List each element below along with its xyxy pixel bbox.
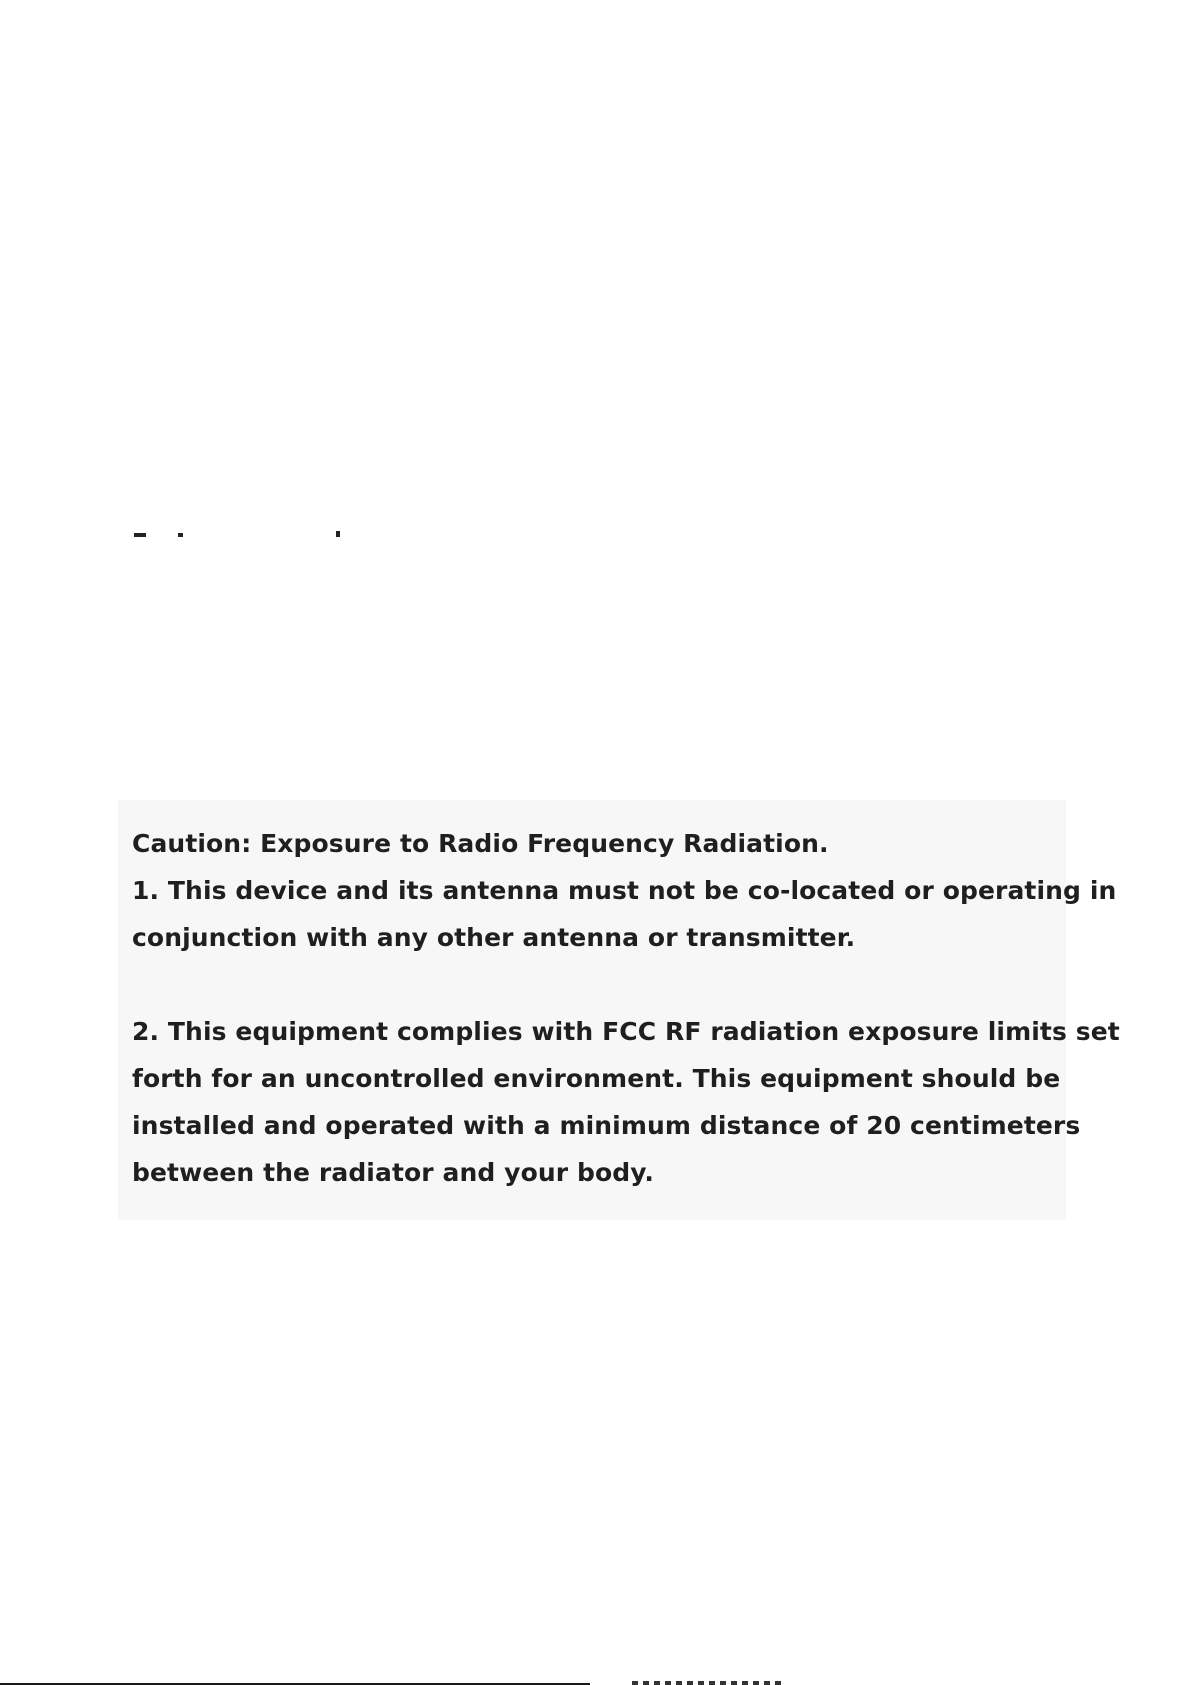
item1-line2: conjunction with any other antenna or transmitter. — [132, 923, 856, 952]
item2-line4: between the radiator and your body. — [132, 1158, 654, 1187]
item2-line2: forth for an uncontrolled environment. This equipment should be — [132, 1064, 1061, 1093]
item2-line1: 2. This equipment complies with FCC RF radiation exposure limits set — [132, 1017, 1120, 1046]
item2-line3: installed and operated with a minimum distance of 20 centimeters — [132, 1111, 1081, 1140]
scan-artifact-bottom — [632, 1681, 782, 1685]
scan-artifact — [134, 533, 146, 537]
rf-exposure-notice — [118, 800, 1120, 1220]
paragraph-gap — [132, 961, 1062, 1008]
scan-artifact — [178, 533, 183, 537]
notice-text-block — [132, 820, 1120, 1196]
caution-title: Caution: Exposure to Radio Frequency Radiation. — [132, 829, 829, 858]
scan-artifact — [336, 531, 340, 537]
item1-line1: 1. This device and its antenna must not be co-located or operating in — [132, 876, 1117, 905]
